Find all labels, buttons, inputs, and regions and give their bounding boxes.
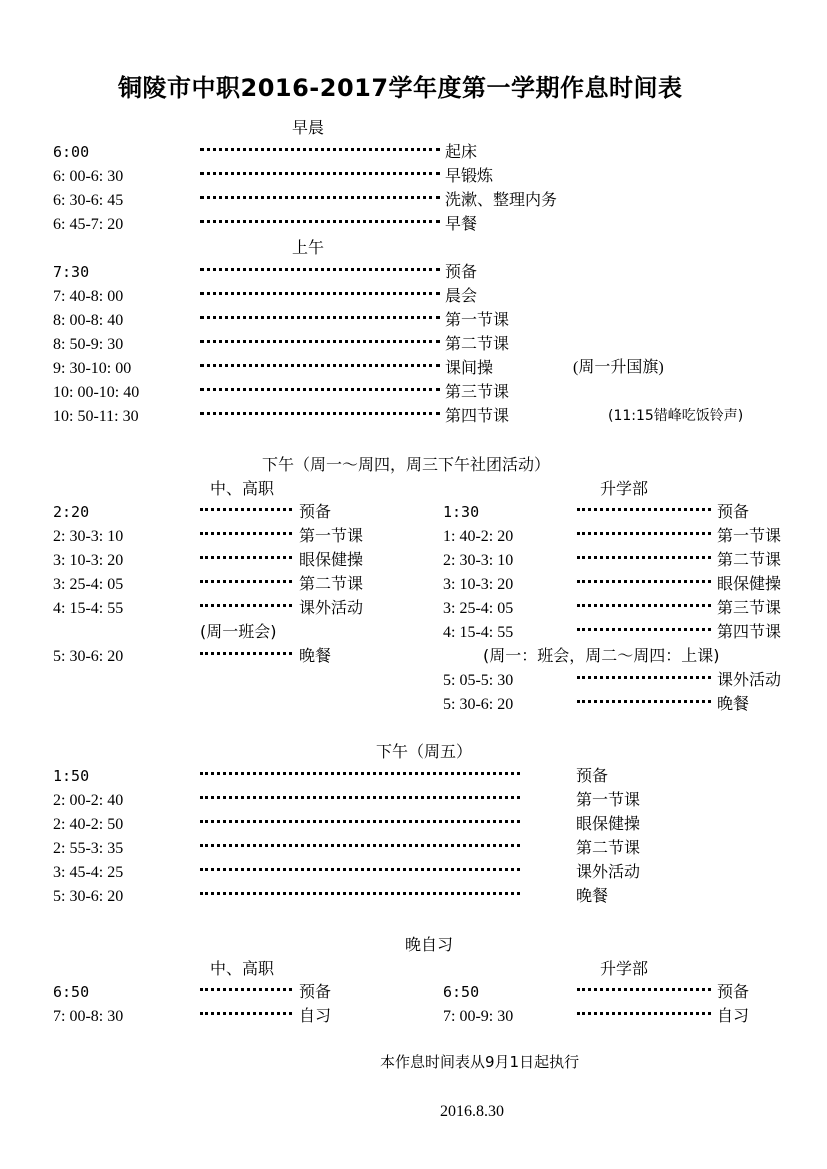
- activity-cell: 预备: [299, 982, 332, 1001]
- row-note: (周一升国旗): [573, 359, 664, 376]
- dot-leader: [200, 340, 440, 343]
- dot-leader: [200, 988, 292, 991]
- activity-cell: 晚餐: [299, 646, 332, 665]
- time-cell: 7:30: [53, 263, 90, 281]
- dot-leader: [200, 196, 440, 199]
- dot-leader: [200, 580, 292, 583]
- activity-cell: 第三节课: [717, 598, 782, 617]
- dot-leader: [577, 508, 711, 511]
- time-cell: 3: 10-3: 20: [53, 552, 124, 569]
- time-cell: 5: 30-6: 20: [443, 696, 514, 713]
- dot-leader: [577, 580, 711, 583]
- time-cell: 6:50: [53, 983, 90, 1001]
- dot-leader: [200, 844, 520, 847]
- time-cell: 6:50: [443, 983, 480, 1001]
- activity-cell: 第一节课: [299, 526, 364, 545]
- activity-cell: 晚餐: [717, 694, 750, 713]
- dot-leader: [200, 892, 520, 895]
- time-cell: 10: 50-11: 30: [53, 408, 139, 425]
- activity-cell: 课外活动: [576, 862, 641, 881]
- dot-leader: [200, 364, 440, 367]
- time-cell: 6:00: [53, 143, 90, 161]
- page-title: 铜陵市中职2016-2017学年度第一学期作息时间表: [118, 74, 683, 102]
- activity-cell: 自习: [299, 1006, 332, 1025]
- time-cell: 10: 00-10: 40: [53, 384, 140, 401]
- dot-leader: [200, 652, 292, 655]
- activity-cell: 第一节课: [717, 526, 782, 545]
- activity-cell: 早锻炼: [445, 166, 494, 185]
- time-cell: 7: 40-8: 00: [53, 288, 124, 305]
- time-cell: 2: 55-3: 35: [53, 840, 124, 857]
- time-cell: 3: 10-3: 20: [443, 576, 514, 593]
- activity-cell: 眼保健操: [299, 550, 364, 569]
- activity-cell: 第一节课: [445, 310, 510, 329]
- time-cell: 5: 30-6: 20: [53, 648, 124, 665]
- time-cell: 6: 00-6: 30: [53, 168, 124, 185]
- dot-leader: [577, 628, 711, 631]
- dot-leader: [577, 604, 711, 607]
- activity-cell: 起床: [445, 142, 478, 161]
- time-cell: 8: 50-9: 30: [53, 336, 124, 353]
- time-cell: 5: 30-6: 20: [53, 888, 124, 905]
- column-header-vocational: 中、高职: [210, 479, 275, 498]
- time-cell: 2: 30-3: 10: [443, 552, 514, 569]
- time-cell: 2: 00-2: 40: [53, 792, 124, 809]
- section-header-forenoon: 上午: [292, 238, 325, 257]
- dot-leader: [577, 556, 711, 559]
- dot-leader: [200, 820, 520, 823]
- activity-cell: 预备: [717, 502, 750, 521]
- time-cell: 4: 15-4: 55: [53, 600, 124, 617]
- section-header-afternoon: 下午（周一～周四，周三下午社团活动）: [262, 455, 551, 474]
- column-header-vocational: 中、高职: [210, 959, 275, 978]
- time-cell: 3: 45-4: 25: [53, 864, 124, 881]
- dot-leader: [200, 220, 440, 223]
- activity-cell: 第一节课: [576, 790, 641, 809]
- dot-leader: [200, 508, 292, 511]
- activity-cell: 早餐: [445, 214, 478, 233]
- dot-leader: [200, 796, 520, 799]
- activity-cell: 自习: [717, 1006, 750, 1025]
- dot-leader: [200, 1012, 292, 1015]
- time-cell: 9: 30-10: 00: [53, 360, 132, 377]
- effective-note: 本作息时间表从9月1日起执行: [380, 1053, 580, 1071]
- activity-cell: 晚餐: [576, 886, 609, 905]
- dot-leader: [200, 772, 520, 775]
- activity-cell: 第二节课: [576, 838, 641, 857]
- time-cell: 2: 30-3: 10: [53, 528, 124, 545]
- dot-leader: [200, 412, 440, 415]
- time-cell: 7: 00-9: 30: [443, 1008, 514, 1025]
- left-note: (周一班会): [200, 622, 277, 641]
- dot-leader: [200, 148, 440, 151]
- document-date: 2016.8.30: [440, 1103, 504, 1120]
- dot-leader: [577, 700, 711, 703]
- activity-cell: 第三节课: [445, 382, 510, 401]
- section-header-morning: 早晨: [292, 118, 325, 137]
- right-note: (周一：班会，周二～周四：上课): [483, 646, 720, 665]
- activity-cell: 第四节课: [445, 406, 510, 425]
- column-header-upgrade: 升学部: [600, 479, 649, 498]
- time-cell: 2: 40-2: 50: [53, 816, 124, 833]
- activity-cell: 晨会: [445, 286, 478, 305]
- dot-leader: [200, 604, 292, 607]
- time-cell: 8: 00-8: 40: [53, 312, 124, 329]
- time-cell: 1: 40-2: 20: [443, 528, 514, 545]
- dot-leader: [200, 868, 520, 871]
- time-cell: 7: 00-8: 30: [53, 1008, 124, 1025]
- activity-cell: 预备: [717, 982, 750, 1001]
- activity-cell: 洗漱、整理内务: [445, 190, 558, 209]
- activity-cell: 眼保健操: [576, 814, 641, 833]
- activity-cell: 预备: [576, 766, 609, 785]
- activity-cell: 课外活动: [299, 598, 364, 617]
- activity-cell: 第二节课: [445, 334, 510, 353]
- activity-cell: 第四节课: [717, 622, 782, 641]
- dot-leader: [577, 532, 711, 535]
- dot-leader: [200, 268, 440, 271]
- activity-cell: 眼保健操: [717, 574, 782, 593]
- activity-cell: 第二节课: [299, 574, 364, 593]
- dot-leader: [200, 316, 440, 319]
- dot-leader: [577, 676, 711, 679]
- column-header-upgrade: 升学部: [600, 959, 649, 978]
- time-cell: 3: 25-4: 05: [53, 576, 124, 593]
- time-cell: 4: 15-4: 55: [443, 624, 514, 641]
- activity-cell: 第二节课: [717, 550, 782, 569]
- dot-leader: [200, 172, 440, 175]
- dot-leader: [200, 532, 292, 535]
- dot-leader: [577, 1012, 711, 1015]
- time-cell: 6: 30-6: 45: [53, 192, 124, 209]
- time-cell: 6: 45-7: 20: [53, 216, 124, 233]
- dot-leader: [200, 292, 440, 295]
- activity-cell: 课间操: [445, 358, 494, 377]
- section-header-evening: 晚自习: [405, 935, 454, 954]
- activity-cell: 课外活动: [717, 670, 782, 689]
- time-cell: 1:30: [443, 503, 480, 521]
- time-cell: 3: 25-4: 05: [443, 600, 514, 617]
- time-cell: 2:20: [53, 503, 90, 521]
- row-note: (11:15错峰吃饭铃声): [608, 408, 744, 424]
- dot-leader: [577, 988, 711, 991]
- activity-cell: 预备: [299, 502, 332, 521]
- time-cell: 1:50: [53, 767, 90, 785]
- activity-cell: 预备: [445, 262, 478, 281]
- section-header-friday: 下午（周五）: [376, 742, 473, 761]
- dot-leader: [200, 388, 440, 391]
- time-cell: 5: 05-5: 30: [443, 672, 514, 689]
- dot-leader: [200, 556, 292, 559]
